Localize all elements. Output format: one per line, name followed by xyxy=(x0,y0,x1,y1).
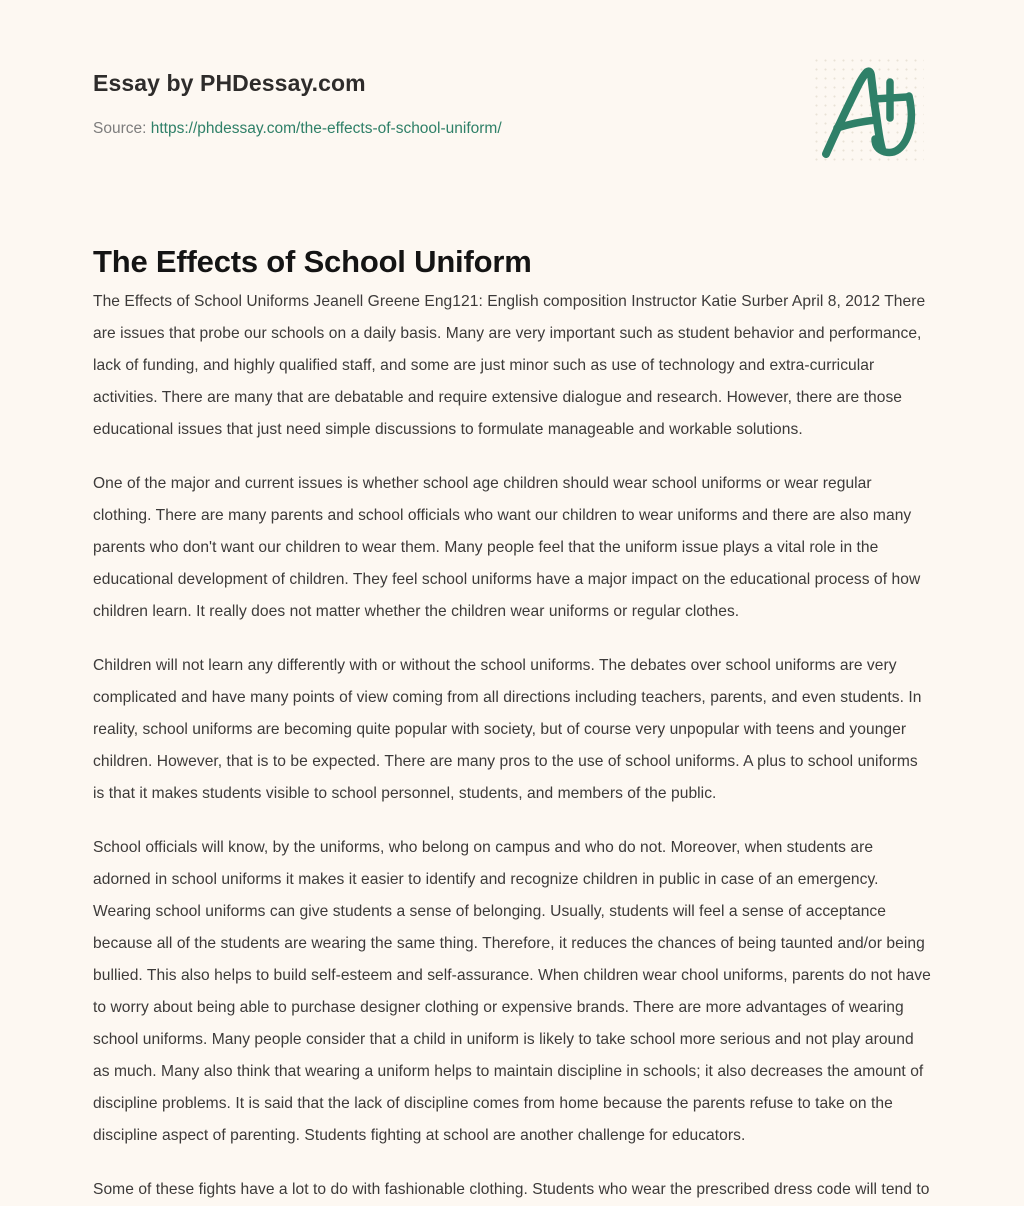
paragraph: Some of these fights have a lot to do with fashionable clothing. Students who wear the prescribed dress code will tend to xyxy=(93,1181,930,1198)
source-url-link[interactable]: https://phdessay.com/the-effects-of-school-uniform/ xyxy=(150,120,502,137)
phdessay-logo xyxy=(812,56,924,164)
source-label: Source: xyxy=(93,120,147,137)
page-title: The Effects of School Uniform xyxy=(93,243,532,279)
paragraph: One of the major and current issues is whether school age children should wear school uniforms or wear regular clothing. There are many parents and school officials who want our children to wear uniforms and there are also many parents who don't want our children to wear them. Many people feel that the uniform issue plays a vital role in the educational development of children. They feel school uniforms have a major impact on the educational process of how children learn. It really does not matter whether the children wear uniforms or regular clothes. xyxy=(93,475,921,620)
essay-body xyxy=(93,286,931,1206)
brand-title: Essay by PHDessay.com xyxy=(93,70,366,96)
source-line xyxy=(93,119,502,139)
page-header xyxy=(0,0,1024,190)
paragraph: School officials will know, by the uniforms, who belong on campus and who do not. Moreover, when students are adorned in school uniforms it makes it easier to identify and recognize children in public in case of an emergency. Wearing school uniforms can give students a sense of belonging. Usually, students will feel a sense of acceptance because all of the students are wearing the same thing. Therefore, it reduces the chances of being taunted and/or being bullied. This also helps to build self-esteem and self-assurance. When children wear chool uniforms, parents do not have to worry about being able to purchase designer clothing or expensive brands. There are more advantages of wearing school uniforms. Many people consider that a child in uniform is likely to take school more serious and not play around as much. Many also think that wearing a uniform helps to maintain discipline in schools; it also decreases the amount of discipline problems. It is said that the lack of discipline comes from home because the parents refuse to take on the discipline aspect of parenting. Students fighting at school are another challenge for educators. xyxy=(93,839,931,1144)
paragraph: Children will not learn any differently with or without the school uniforms. The debates over school uniforms are very complicated and have many points of view coming from all directions including teachers, parents, and even students. In reality, school uniforms are becoming quite popular with society, but of course very unpopular with teens and younger children. However, that is to be expected. There are many pros to the use of school uniforms. A plus to school uniforms is that it makes students visible to school personnel, students, and members of the public. xyxy=(93,657,922,802)
a-plus-icon xyxy=(812,56,924,164)
paragraph: The Effects of School Uniforms Jeanell Greene Eng121: English composition Instructor Katie Surber April 8, 2012 There are issues that probe our schools on a daily basis. Many are very important such as student behavior and performance, lack of funding, and highly qualified staff, and some are just minor such as use of technology and extra-curricular activities. There are many that are debatable and require extensive dialogue and research. However, there are those educational issues that just need simple discussions to formulate manageable and workable solutions. xyxy=(93,293,926,438)
